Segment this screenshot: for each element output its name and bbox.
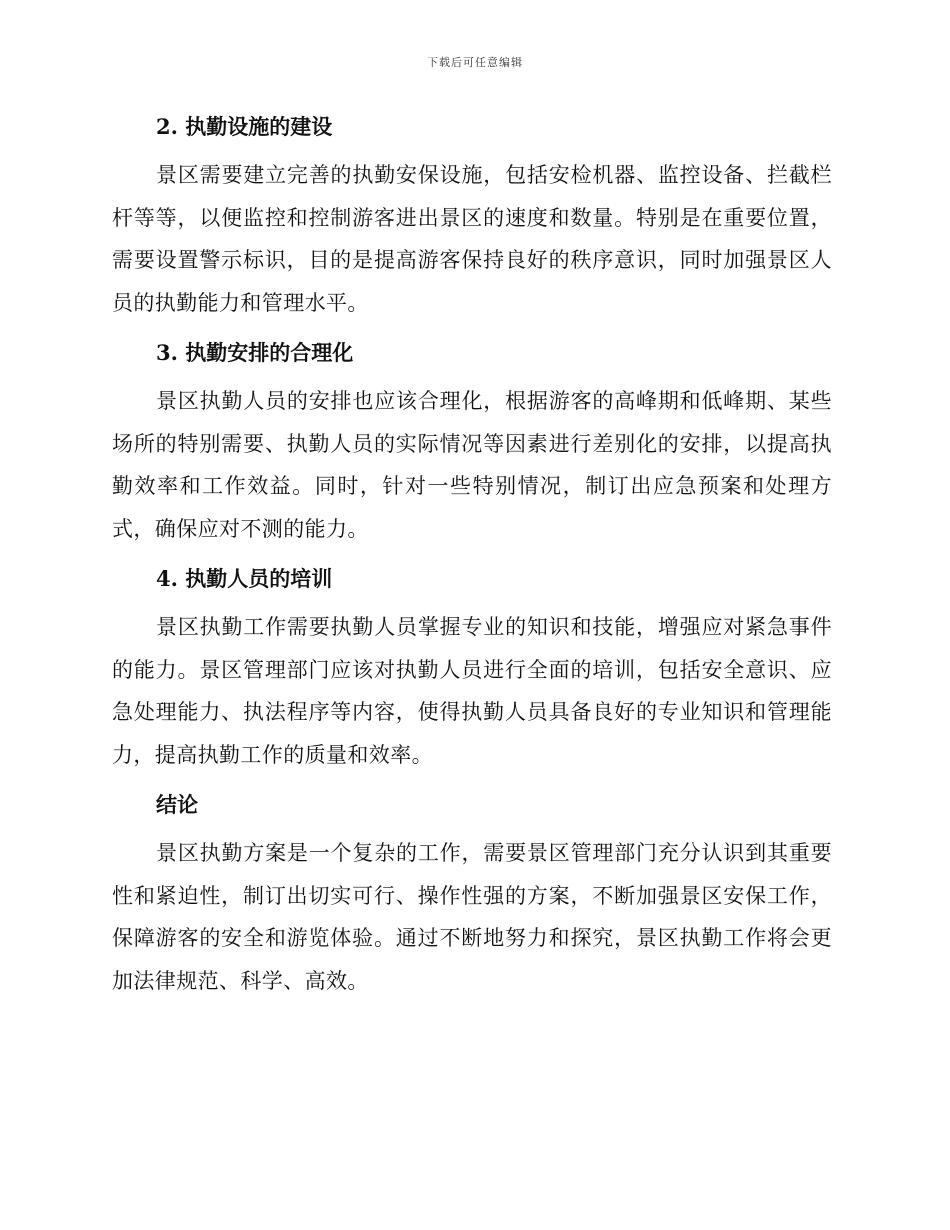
- section-heading: 结论: [156, 792, 198, 817]
- section: [112, 784, 832, 1002]
- page-header: 下载后可任意编辑: [427, 56, 523, 69]
- section-paragraph: 景区执勤工作需要执勤人员掌握专业的知识和技能，增强应对紧急事件的能力。景区管理部门应该对执勤人员进行全面的培训，包括安全意识、应急处理能力、执法程序等内容，使得执勤人员具备良好的专业知识和管理能力，提高执勤工作的质量和效率。: [112, 615, 832, 767]
- section-heading: 3. 执勤安排的合理化: [156, 340, 354, 365]
- section-paragraph: 景区执勤人员的安排也应该合理化，根据游客的高峰期和低峰期、某些场所的特别需要、执勤人员的实际情况等因素进行差别化的安排，以提高执勤效率和工作效益。同时，针对一些特别情况，制订出应急预案和处理方式，确保应对不测的能力。: [112, 389, 832, 541]
- section-heading: 2. 执勤设施的建设: [156, 114, 333, 139]
- section-paragraph: 景区执勤方案是一个复杂的工作，需要景区管理部门充分认识到其重要性和紧迫性，制订出切实可行、操作性强的方案，不断加强景区安保工作，保障游客的安全和游览体验。通过不断地努力和探究，景区执勤工作将会更加法律规范、科学、高效。: [112, 841, 832, 993]
- section-heading: 4. 执勤人员的培训: [156, 566, 333, 591]
- section-paragraph: 景区需要建立完善的执勤安保设施，包括安检机器、监控设备、拦截栏杆等等，以便监控和控制游客进出景区的速度和数量。特别是在重要位置，需要设置警示标识，目的是提高游客保持良好的秩序意识，同时加强景区人员的执勤能力和管理水平。: [112, 163, 832, 315]
- section: [112, 558, 832, 776]
- section: [112, 106, 832, 324]
- section: [112, 332, 832, 550]
- document-body: [112, 106, 832, 1010]
